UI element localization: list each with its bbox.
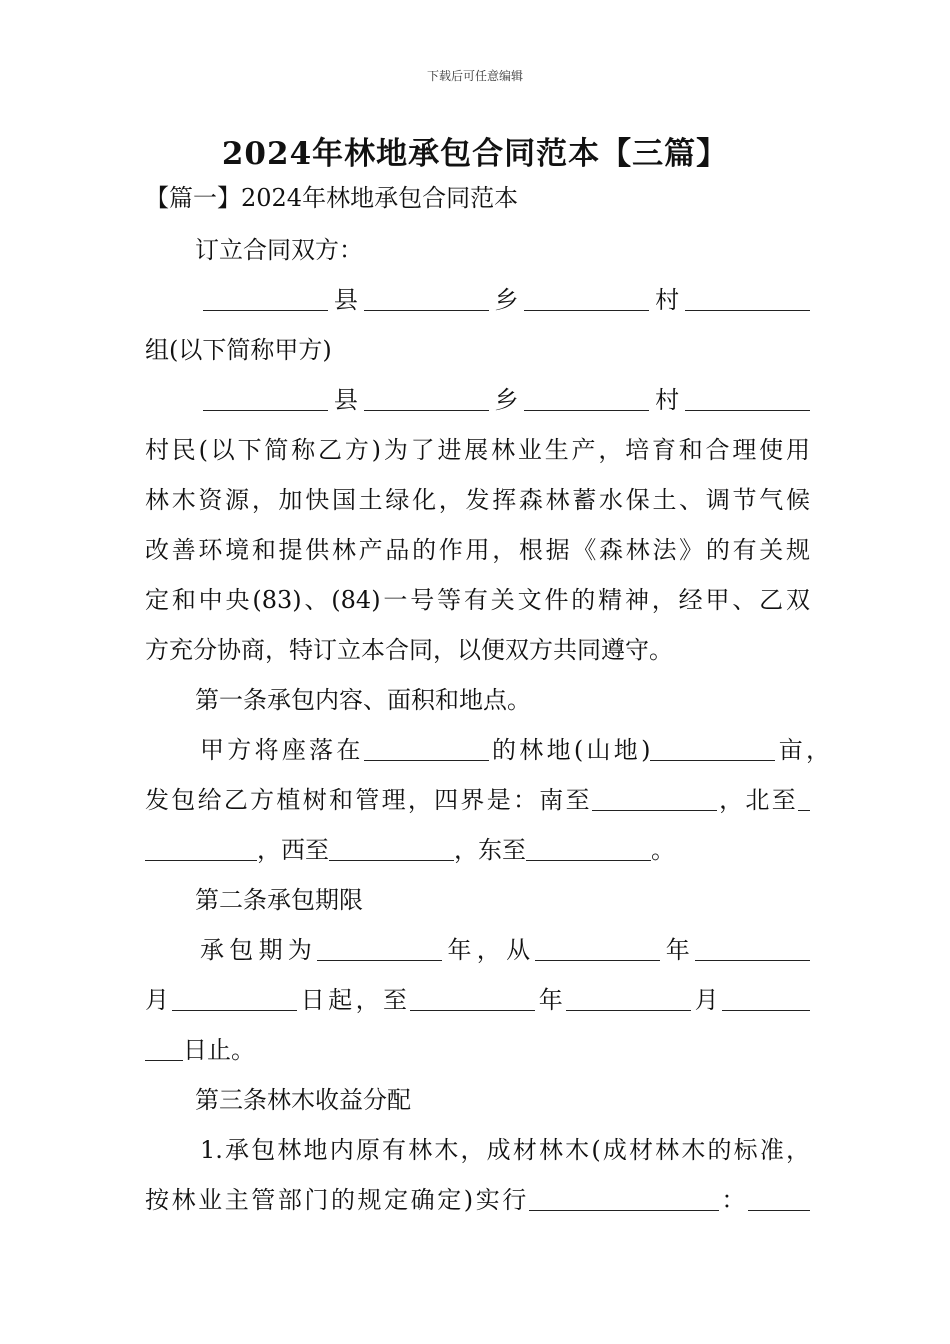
blank-field [172, 988, 297, 1011]
article-text: ，西至 [257, 836, 329, 864]
page-title: 2024年林地承包合同范本【三篇】 [221, 136, 729, 172]
article-text: 年 [660, 936, 696, 964]
article-2-line [145, 1035, 810, 1065]
intro-line: 村民(以下简称乙方)为了进展林业生产，培育和合理使用 [145, 436, 810, 464]
intro-line: 定和中央(83)、(84)一号等有关文件的精神，经甲、乙双 [145, 586, 810, 614]
article-1-line [145, 735, 830, 765]
blank-field [364, 738, 489, 761]
article-text: ，东至 [454, 836, 526, 864]
blank-field [685, 388, 810, 411]
blank-field [364, 288, 489, 311]
intro-line: 改善环境和提供林产品的作用，根据《森林法》的有关规 [145, 536, 810, 564]
intro-line: 林木资源，加快国土绿化，发挥森林蓄水保土、调节气候 [145, 486, 810, 514]
article-text: 。 [651, 836, 675, 864]
article-text: 月 [145, 986, 173, 1014]
article-text: 甲方将座落在 [200, 736, 364, 764]
blank-field [529, 1188, 719, 1211]
intro-line: 方充分协商，特订立本合同，以便双方共同遵守。 [145, 636, 673, 664]
township-label: 乡 [488, 286, 525, 314]
county-label: 县 [328, 286, 364, 314]
party-b-address [145, 385, 810, 415]
party-a-suffix: 组(以下简称甲方) [145, 336, 332, 364]
article-text: 月 [691, 986, 723, 1014]
blank-field [566, 988, 691, 1011]
blank-field [524, 388, 649, 411]
county-label: 县 [328, 386, 364, 414]
article-text: 亩， [775, 736, 831, 764]
article-text: 承包期为 [200, 936, 318, 964]
article-3-line: 1.承包林地内原有林木，成材林木(成材林木的标准， [200, 1136, 810, 1164]
blank-field [592, 788, 717, 811]
article-text: 日止。 [183, 1036, 255, 1064]
blank-field [145, 1038, 183, 1061]
blank-field [329, 838, 454, 861]
blank-field [526, 838, 651, 861]
party-a-address [145, 285, 810, 315]
article-1-line [145, 835, 810, 865]
blank-field [722, 988, 810, 1011]
parties-label: 订立合同双方： [195, 236, 363, 264]
article-3-line [145, 1185, 810, 1215]
article-2-heading: 第二条承包期限 [195, 886, 363, 914]
blank-field [798, 788, 810, 811]
article-text: 年 [535, 986, 567, 1014]
article-text: 日起，至 [297, 986, 411, 1014]
blank-field [535, 938, 660, 961]
blank-field [203, 388, 328, 411]
blank-field [524, 288, 649, 311]
article-text: 年，从 [442, 936, 536, 964]
blank-field [410, 988, 535, 1011]
blank-field [650, 738, 775, 761]
page-header: 下载后可任意编辑 [426, 69, 523, 83]
township-label: 乡 [488, 386, 525, 414]
article-text: 发包给乙方植树和管理，四界是：南至 [145, 786, 592, 814]
article-text: ，北至 [716, 786, 799, 814]
blank-field [203, 288, 328, 311]
article-2-line [145, 985, 810, 1015]
article-text: 的林地(山地) [488, 736, 651, 764]
blank-field [685, 288, 810, 311]
article-1-heading: 第一条承包内容、面积和地点。 [195, 686, 531, 714]
blank-field [145, 838, 257, 861]
blank-field [364, 388, 489, 411]
article-3-heading: 第三条林木收益分配 [195, 1086, 411, 1114]
article-text: 按林业主管部门的规定确定)实行 [145, 1186, 529, 1214]
section-heading: 【篇一】2024年林地承包合同范本 [145, 184, 519, 212]
blank-field [748, 1188, 810, 1211]
article-1-line [145, 785, 810, 815]
blank-field [695, 938, 810, 961]
village-label: 村 [649, 386, 686, 414]
article-text: ： [718, 1186, 748, 1214]
blank-field [317, 938, 442, 961]
article-2-line [145, 935, 810, 965]
village-label: 村 [649, 286, 686, 314]
